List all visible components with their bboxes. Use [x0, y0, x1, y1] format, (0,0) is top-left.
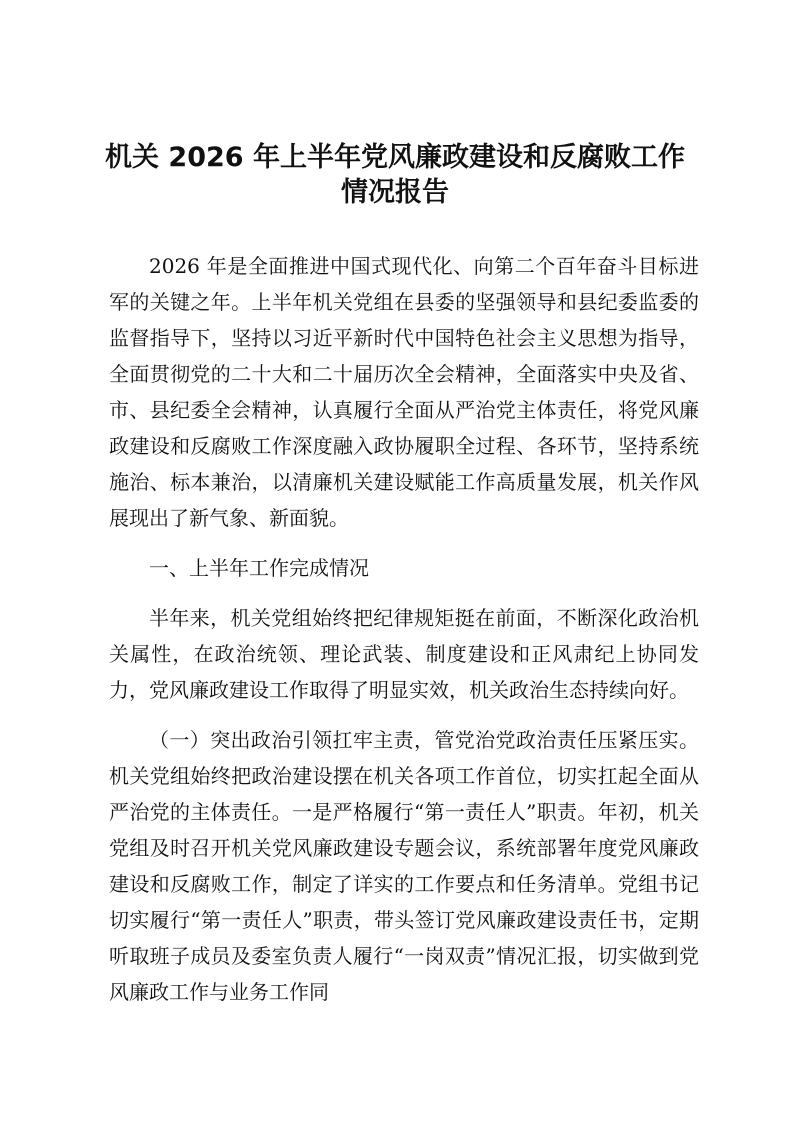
document-title: 机关 2026 年上半年党风廉政建设和反腐败工作情况报告: [105, 142, 685, 208]
document-body: [109, 248, 699, 1024]
intro-paragraph: 2026 年是全面推进中国式现代化、向第二个百年奋斗目标进军的关键之年。上半年机关党组在县委的坚强领导和县纪委监委的监督指导下，坚持以习近平新时代中国特色社会主义思想为指导，全面贯彻党的二十大和二十届历次全会精神，全面落实中央及省、市、县纪委全会精神，认真履行全面从严治党主体责任，将党风廉政建设和反腐败工作深度融入政协履职全过程、各环节，坚持系统施治、标本兼治，以清廉机关建设赋能工作高质量发展，机关作风展现出了新气象、新面貌。: [109, 254, 699, 530]
section-heading: 一、上半年工作完成情况: [149, 556, 369, 580]
subsection-paragraph: （一）突出政治引领扛牢主责，管党治党政治责任压紧压实。机关党组始终把政治建设摆在机关各项工作首位，切实扛起全面从严治党的主体责任。一是严格履行“第一责任人”职责。年初，机关党组及时召开机关党风廉政建设专题会议，系统部署年度党风廉政建设和反腐败工作，制定了详实的工作要点和任务清单。党组书记切实履行“第一责任人”职责，带头签订党风廉政建设责任书，定期听取班子成员及委室负责人履行“一岗双责”情况汇报，切实做到党风廉政工作与业务工作同: [109, 728, 699, 1004]
section-summary-paragraph: 半年来，机关党组始终把纪律规矩挺在前面，不断深化政治机关属性，在政治统领、理论武装、制度建设和正风肃纪上协同发力，党风廉政建设工作取得了明显实效，机关政治生态持续向好。: [109, 606, 699, 702]
